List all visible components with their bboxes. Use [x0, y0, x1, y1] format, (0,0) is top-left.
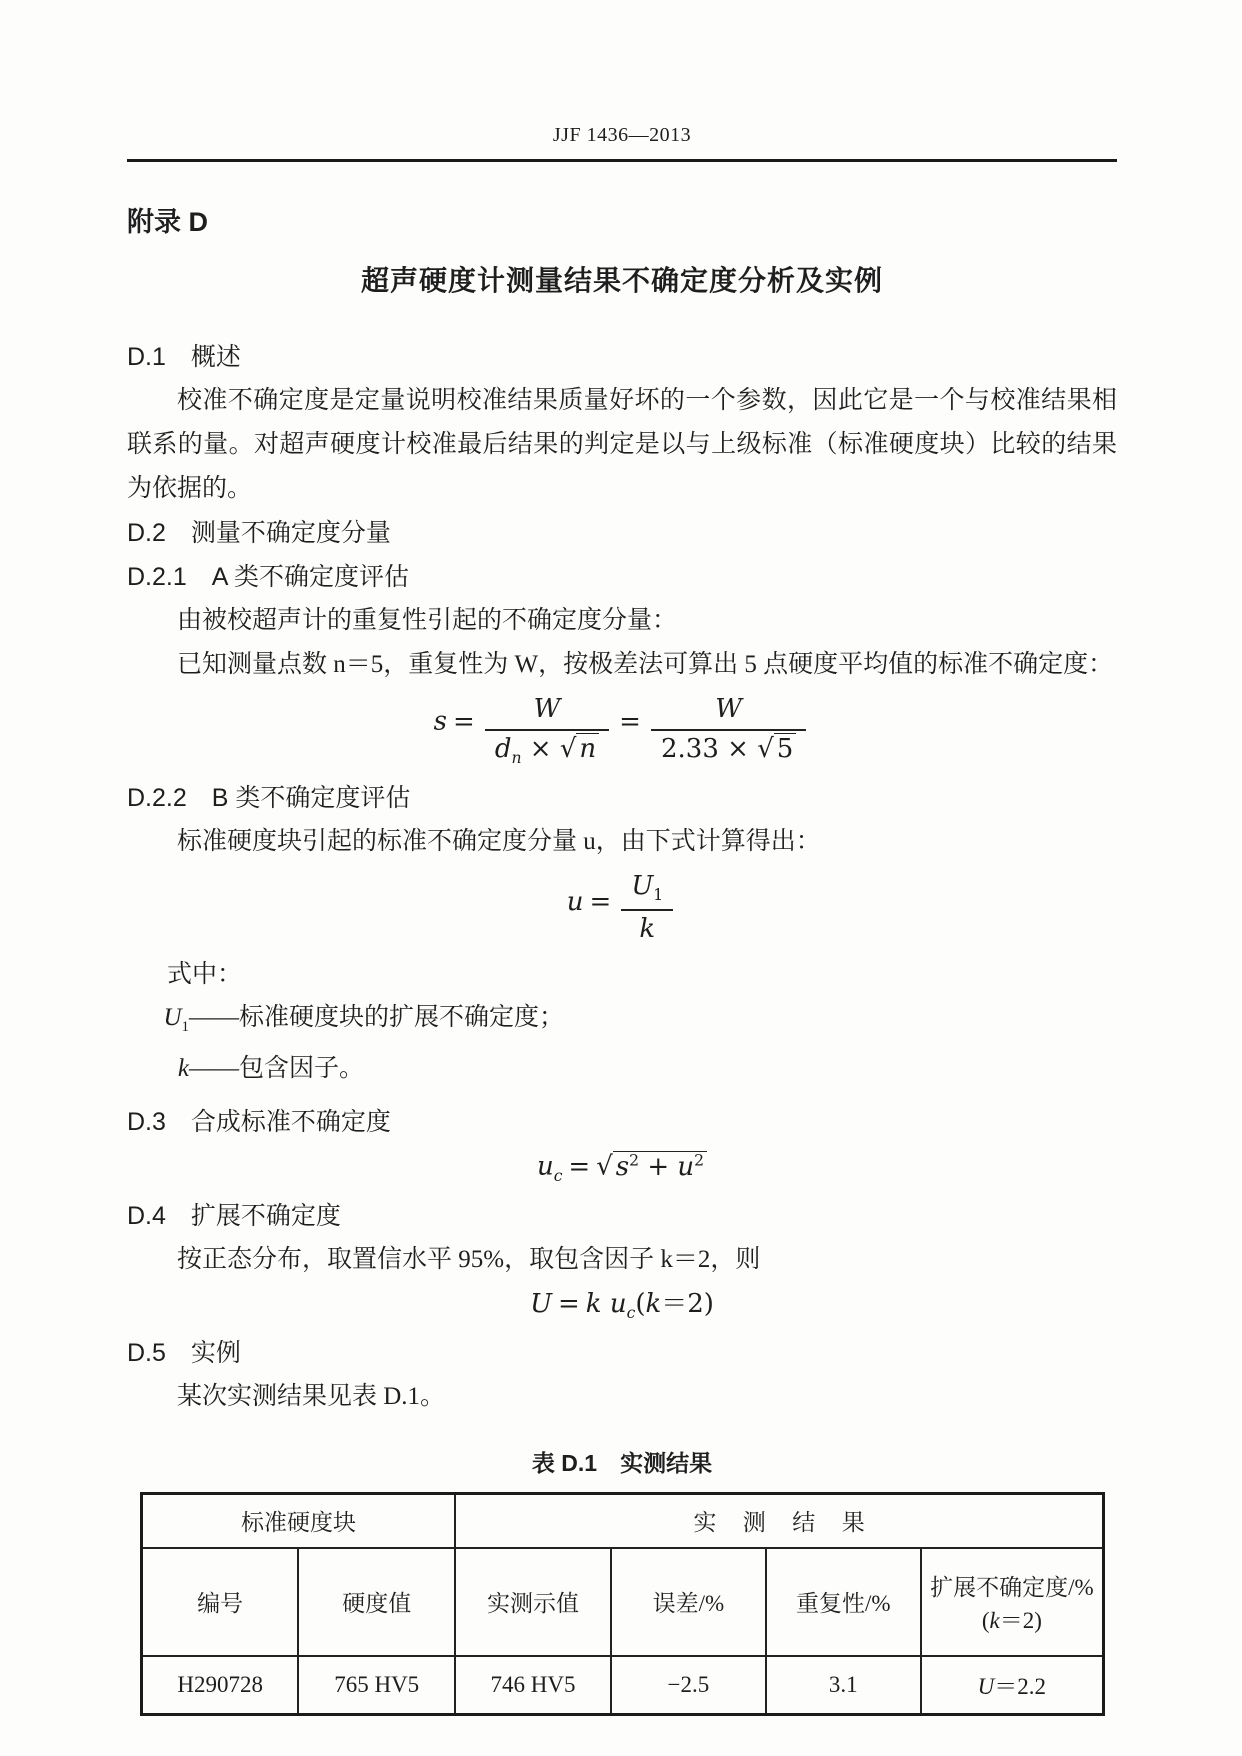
definition-symbol — [127, 997, 189, 1048]
radical-sign: √ — [757, 733, 774, 764]
formula-s-lhs: s — [433, 706, 448, 737]
numerator: W — [715, 694, 742, 724]
radical-sign: √ — [559, 733, 577, 764]
group-header-measured-results: 实 测 结 果 — [455, 1493, 1103, 1548]
paren-rest: ＝2) — [661, 1288, 714, 1319]
u-symbol: u — [609, 1288, 627, 1319]
section-d4-paragraph: 按正态分布，取置信水平 95%，取包含因子 k＝2，则 — [177, 1245, 761, 1273]
formula-U-lhs: U — [530, 1288, 552, 1319]
k-symbol: k — [177, 1055, 189, 1082]
denominator-symbol: d — [494, 733, 512, 764]
section-d4-heading: D.4 扩展不确定度 — [127, 1201, 341, 1230]
cell-expanded-uncertainty — [921, 1656, 1104, 1715]
u1-subscript: 1 — [181, 1019, 189, 1035]
table-header-error: 误差/% — [611, 1548, 766, 1656]
denominator-coefficient: 2.33 — [660, 733, 719, 764]
plus-sign: + — [647, 1151, 670, 1182]
definition-dash: —— — [189, 1055, 239, 1082]
formula-uc-lhs: u — [536, 1151, 554, 1182]
cell-repeatability: 3.1 — [766, 1656, 921, 1715]
fraction — [621, 872, 673, 945]
section-d5-paragraph: 某次实测结果见表 D.1。 — [177, 1382, 446, 1410]
s-superscript: 2 — [629, 1151, 640, 1169]
table-caption: 表 D.1 实测结果 — [531, 1449, 713, 1476]
table-header-repeatability: 重复性/% — [766, 1548, 921, 1656]
header-rule — [127, 159, 1117, 162]
radicand: n — [576, 733, 599, 764]
sqrt-expression — [596, 1151, 707, 1182]
paren-open: ( — [981, 1607, 990, 1633]
section-d22-heading: D.2.2 B 类不确定度评估 — [127, 784, 411, 812]
formula-u-lhs: u — [566, 886, 584, 917]
u1-symbol: U — [163, 1004, 182, 1031]
equals-sign: = — [558, 1288, 580, 1319]
expanded-uncertainty-line2 — [928, 1602, 1096, 1635]
definition-dash: —— — [189, 1004, 239, 1031]
fraction — [485, 695, 609, 768]
formula-s — [127, 695, 1117, 768]
u-symbol: u — [677, 1151, 695, 1182]
table-row — [142, 1656, 1104, 1715]
sqrt-n — [560, 733, 599, 764]
numerator: U — [631, 871, 654, 901]
fraction — [651, 695, 806, 765]
k-symbol: k — [585, 1288, 602, 1319]
cell-block-id: H290728 — [142, 1656, 299, 1715]
denominator-subscript: n — [511, 749, 522, 768]
times-sign: × — [529, 733, 552, 764]
group-header-standard-block: 标准硬度块 — [142, 1493, 456, 1548]
denominator: k — [639, 914, 656, 945]
paren-open: ( — [635, 1288, 646, 1319]
u-subscript: c — [626, 1303, 636, 1322]
cell-measured-indication: 746 HV5 — [455, 1656, 611, 1715]
s-symbol: s — [615, 1151, 630, 1182]
numerator-subscript: 1 — [653, 886, 664, 905]
definition-k — [127, 1048, 1117, 1090]
appendix-label: 附录 D — [127, 207, 208, 237]
radicand — [613, 1151, 707, 1182]
where-label: 式中： — [167, 961, 243, 988]
section-d2-heading: D.2 测量不确定度分量 — [127, 519, 391, 547]
U-symbol: U — [977, 1674, 995, 1700]
table-header-measured-indication: 实测示值 — [455, 1548, 611, 1656]
section-d3-heading: D.3 合成标准不确定度 — [127, 1108, 391, 1136]
formula-uc — [127, 1152, 1117, 1186]
uc-subscript: c — [553, 1166, 563, 1185]
section-d1-paragraph: 校准不确定度是定量说明校准结果质量好坏的一个参数，因此它是一个与校准结果相联系的量。对超声硬度计校准最后结果的判定是以与上级标准（标准硬度块）比较的结果为依据的。 — [127, 387, 1117, 502]
equals-sign: = — [619, 706, 641, 737]
section-d1-heading: D.1 概述 — [127, 343, 241, 371]
doc-number: JJF 1436—2013 — [552, 124, 692, 146]
definition-text: 包含因子。 — [239, 1055, 365, 1082]
times-sign: × — [727, 733, 749, 764]
table-header-hardness-value: 硬度值 — [298, 1548, 455, 1656]
section-d21-intro: 由被校超声计的重复性引起的不确定度分量： — [177, 607, 678, 634]
table-header-row — [142, 1548, 1104, 1656]
k-symbol: k — [989, 1607, 1000, 1633]
expanded-uncertainty-line1: 扩展不确定度/% — [930, 1574, 1094, 1600]
cell-error: −2.5 — [611, 1656, 766, 1715]
u-superscript: 2 — [694, 1151, 705, 1169]
k-symbol: k — [645, 1288, 662, 1319]
section-d21-heading: D.2.1 A 类不确定度评估 — [127, 563, 409, 591]
section-d5-heading: D.5 实例 — [127, 1338, 241, 1367]
paren-rest: ＝2) — [999, 1607, 1042, 1633]
formula-U — [127, 1290, 1117, 1323]
radicand: 5 — [774, 733, 797, 764]
results-table — [140, 1492, 1105, 1716]
definition-u1 — [127, 997, 1117, 1048]
section-d22-intro: 标准硬度块引起的标准不确定度分量 u，由下式计算得出： — [177, 828, 821, 855]
numerator: W — [533, 694, 561, 724]
table-header-expanded-uncertainty — [921, 1548, 1104, 1656]
equals-sign: = — [589, 886, 612, 917]
page-title: 超声硬度计测量结果不确定度分析及实例 — [360, 265, 883, 296]
table-group-header-row — [142, 1493, 1104, 1548]
section-d21-known: 已知测量点数 n＝5，重复性为 W，按极差法可算出 5 点硬度平均值的标准不确定度： — [177, 651, 1114, 678]
cell-hardness-value: 765 HV5 — [298, 1656, 455, 1715]
radical-sign: √ — [596, 1151, 613, 1182]
equals-sign: = — [568, 1151, 591, 1182]
U-value: ＝2.2 — [994, 1674, 1047, 1700]
page-content — [127, 0, 1117, 1716]
table-header-id: 编号 — [142, 1548, 299, 1656]
equals-sign: = — [453, 706, 475, 737]
formula-u — [127, 872, 1117, 945]
sqrt-5 — [757, 733, 796, 764]
definition-text: 标准硬度块的扩展不确定度； — [239, 1004, 565, 1031]
